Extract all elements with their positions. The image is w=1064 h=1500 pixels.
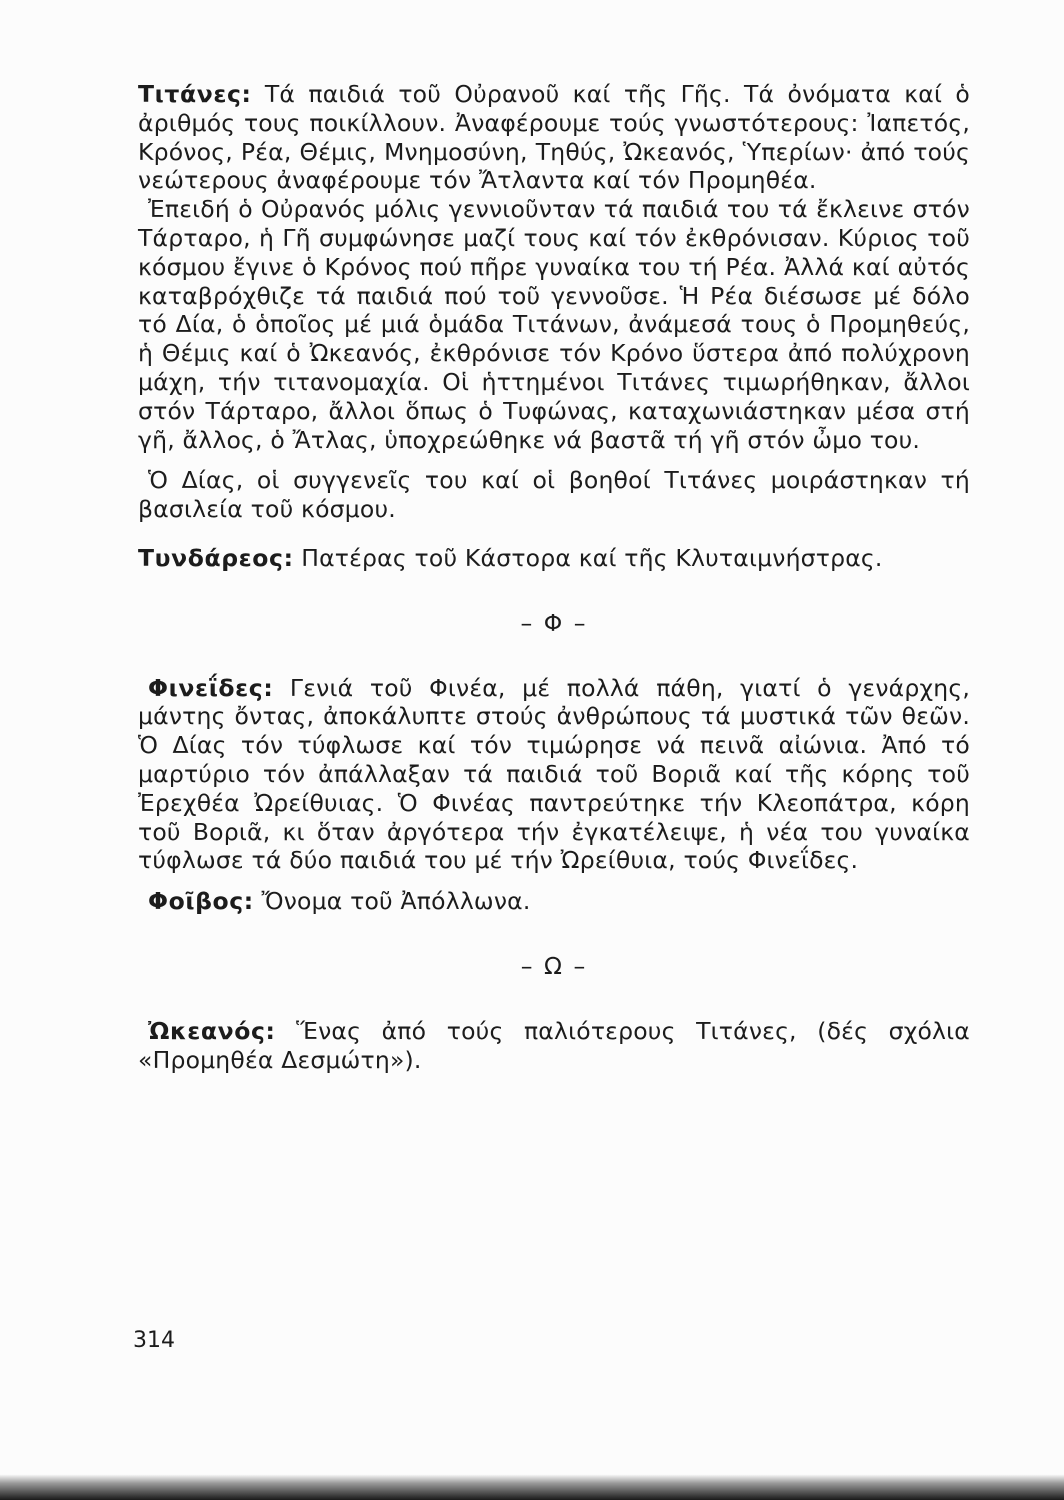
- entry-text: Τά παιδιά τοῦ Οὐρανοῦ καί τῆς Γῆς. Τά ὀνόματα καί ὁ ἀριθμός τους ποικίλλουν. Ἀναφέρουμε τούς γνωστότερους: Ἰαπετός, Κρόνος, Ρέα, Θέμις, Μνημοσύνη, Τηθύς, Ὠκεανός, Ὑπερίων· ἀπό τούς νεώτερους ἀναφέρουμε τόν Ἄτλαντα καί τόν Προμηθέα.: [138, 80, 970, 195]
- page-number: 314: [133, 1328, 175, 1353]
- entry-term: Φινεΐδες:: [148, 673, 274, 702]
- page-content: [138, 80, 970, 1074]
- entry-text: Ἕνας ἀπό τούς παλιότερους Τιτάνες, (δές σχόλια «Προμηθέα Δεσμώτη»).: [138, 1016, 970, 1074]
- entry-text: Ὄνομα τοῦ Ἀπόλλωνα.: [261, 887, 531, 916]
- entry-text: Πατέρας τοῦ Κάστορα καί τῆς Κλυταιμνήστρας.: [301, 543, 883, 572]
- entry-term: Φοῖβος:: [148, 887, 254, 916]
- entry-okeanos: [138, 1017, 970, 1075]
- entry-phoibos: [138, 887, 970, 916]
- section-letter-phi: – Φ –: [520, 608, 588, 637]
- entry-paragraph: Ἐπειδή ὁ Οὐρανός μόλις γεννιοῦνταν τά παιδιά του τά ἔκλεινε στόν Τάρταρο, ἡ Γῆ συμφώνησε μαζί τους καί τόν ἐκθρόνισαν. Κύριος τοῦ κόσμου ἔγινε ὁ Κρόνος πού πῆρε γυναίκα του τή Ρέα. Ἀλλά καί αὐτός καταβρόχθιζε τά παιδιά πού τοῦ γεννοῦσε. Ἡ Ρέα διέσωσε μέ δόλο τό Δία, ὁ ὁποῖος μέ μιά ὁμάδα Τιτάνων, ἀνάμεσά τους ὁ Προμηθεύς, ἡ Θέμις καί ὁ Ὠκεανός, ἐκθρόνισε τόν Κρόνο ὕστερα ἀπό πολύχρονη μάχη, τήν τιτανομαχία. Οἱ ἡττημένοι Τιτάνες τιμωρήθηκαν, ἄλλοι στόν Τάρταρο, ἄλλοι ὅπως ὁ Τυφώνας, καταχωνιάστηκαν μέσα στή γῆ, ἄλλος, ὁ Ἄτλας, ὑποχρεώθηκε νά βαστᾶ τή γῆ στόν ὦμο του.: [138, 195, 970, 454]
- scan-edge-shadow: [0, 1474, 1064, 1500]
- entry-paragraph: Ὁ Δίας, οἱ συγγενεῖς του καί οἱ βοηθοί Τιτάνες μοιράστηκαν τή βασιλεία τοῦ κόσμου.: [138, 466, 970, 524]
- entry-phineides: [138, 674, 970, 876]
- entry-term: Ὠκεανός:: [148, 1016, 276, 1045]
- section-letter-omega: – Ω –: [520, 951, 588, 980]
- entry-term: Τιτάνες:: [138, 80, 252, 108]
- entry-titanes: [138, 80, 970, 195]
- entry-text: Γενιά τοῦ Φινέα, μέ πολλά πάθη, γιατί ὁ γενάρχης, μάντης ὄντας, ἀποκάλυπτε στούς ἀνθρώπους τά μυστικά τῶν θεῶν. Ὁ Δίας τόν τύφλωσε καί τόν τιμώρησε νά πεινᾶ αἰώνια. Ἀπό τό μαρτύριο τόν ἀπάλλαξαν τά παιδιά τοῦ Βοριᾶ καί τῆς κόρης τοῦ Ἐρεχθέα Ὠρείθυιας. Ὁ Φινέας παντρεύτηκε τήν Κλεοπάτρα, κόρη τοῦ Βοριᾶ, κι ὅταν ἀργότερα τήν ἐγκατέλειψε, ἡ νέα του γυναίκα τύφλωσε τά δύο παιδιά του μέ τήν Ὠρείθυια, τούς Φινεΐδες.: [138, 673, 970, 875]
- entry-tyndareos: [138, 544, 970, 573]
- entry-term: Τυνδάρεος:: [138, 543, 294, 572]
